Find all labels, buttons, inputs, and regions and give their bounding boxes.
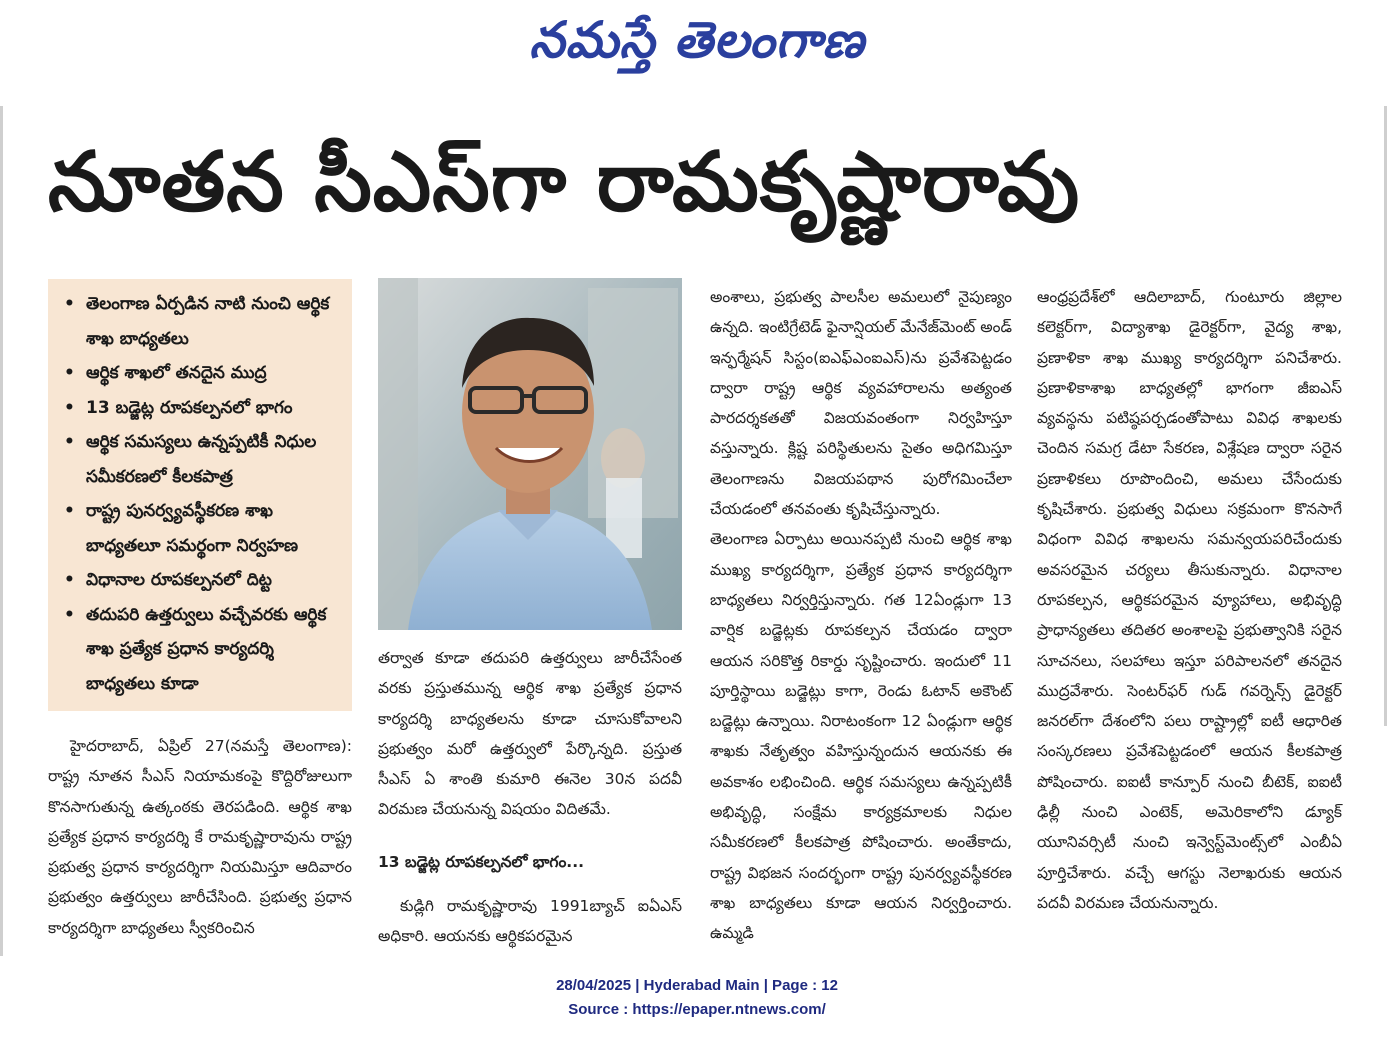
bullet-icon: • (64, 363, 75, 383)
article-column-1 (48, 731, 352, 943)
article-column-3 (710, 282, 1012, 949)
article-column-4 (1037, 282, 1342, 918)
highlights-list (64, 287, 346, 701)
highlight-item: • తెలంగాణ ఏర్పడిన నాటి నుంచి ఆర్థిక శాఖ బాధ్యతలు (64, 287, 346, 356)
bullet-icon: • (64, 294, 75, 314)
highlight-item: • విధానాల రూపకల్పనలో దిట్ట (64, 563, 346, 598)
portrait-photo (378, 278, 682, 630)
bullet-icon: • (64, 501, 75, 521)
page-footer (0, 974, 1394, 1022)
highlight-item: • ఆర్థిక సమస్యలు ఉన్నప్పటికీ నిధుల సమీకరణలో కీలకపాత్ర (64, 425, 346, 494)
article-paragraph: హైదరాబాద్, ఏప్రిల్ 27(నమస్తే తెలంగాణ): రాష్ట్ర నూతన సీఎస్ నియామకంపై కొద్దిరోజులుగా కొనసాగుతున్న ఉత్కంఠకు తెరపడింది. ఆర్థిక శాఖ ప్రత్యేక ప్రధాన కార్యదర్శి కే రామకృష్ణారావును రాష్ట్ర ప్రభుత్వ ప్రధాన కార్యదర్శిగా నియమిస్తూ ఆదివారం ప్రభుత్వం ఉత్తర్వులు జారీచేసింది. ప్రభుత్వ ప్రధాన కార్యదర్శిగా బాధ్యతలు స్వీకరించిన (48, 737, 352, 937)
footer-date-edition: 28/04/2025 | Hyderabad Main | Page : 12 (556, 977, 838, 994)
article-paragraph: తర్వాత కూడా తదుపరి ఉత్తర్వులు జారీచేసేంత వరకు ప్రస్తుతమున్న ఆర్థిక శాఖ ప్రత్యేక ప్రధాన కార్యదర్శి బాధ్యతలను కూడా చూసుకోవాలని ప్రభుత్వం మరో ఉత్తర్వులో పేర్కొన్నది. ప్రస్తుత సీఎస్ ఏ శాంతి కుమారి ఈనెల 30న పదవీ విరమణ చేయనున్న విషయం విదితమే. (378, 649, 682, 819)
highlight-item: • 13 బడ్జెట్ల రూపకల్పనలో భాగం (64, 391, 346, 426)
section-subheading: 13 బడ్జెట్ల రూపకల్పనలో భాగం... (378, 852, 584, 871)
footer-source: Source : https://epaper.ntnews.com/ (568, 1001, 826, 1018)
bullet-icon: • (64, 604, 75, 625)
bullet-icon: • (64, 432, 75, 452)
bullet-icon: • (64, 570, 75, 590)
masthead-logo: నమస్తే తెలంగాణ (529, 11, 865, 69)
article-paragraph: ఆంధ్రప్రదేశ్‌లో ఆదిలాబాద్, గుంటూరు జిల్లాల కలెక్టర్‌గా, విద్యాశాఖ డైరెక్టర్‌గా, వైద్య శాఖ, ప్రణాళికా శాఖ ముఖ్య కార్యదర్శిగా పనిచేశారు. ప్రణాళికాశాఖ బాధ్యతల్లో భాగంగా జీఐఎస్ వ్యవస్థను పటిష్ఠపర్చడంతోపాటు వివిధ శాఖలకు చెందిన సమగ్ర డేటా సేకరణ, విశ్లేషణ ద్వారా సరైన ప్రణాళికలు రూపొందించి, అమలు చేసేందుకు కృషిచేశారు. ప్రభుత్వ విధులు సక్రమంగా కొనసాగే విధంగా వివిధ శాఖలను సమన్వయపరిచేందుకు అవసరమైన చర్యలు తీసుకున్నారు. విధానాల రూపకల్పన, ఆర్థికపరమైన వ్యూహాలు, అభివృద్ధి ప్రాధాన్యతలు తదితర అంశాలపై ప్రభుత్వానికి సరైన సూచనలు, సలహాలు ఇస్తూ పరిపాలనలో తనదైన ముద్రవేశారు. సెంటర్‌ఫర్ గుడ్ గవర్నెన్స్ డైరెక్టర్ జనరల్‌గా దేశంలోని పలు రాష్ట్రాల్లో ఐటీ ఆధారిత సంస్కరణలు ప్రవేశపెట్టడంలో ఆయన కీలకపాత్ర పోషించారు. ఐఐటీ కాన్పూర్ నుంచి బీటెక్, ఐఐటీ ఢిల్లీ నుంచి ఎంటెక్, అమెరికాలోని డ్యూక్ యూనివర్సిటీ నుంచి ఇన్వెస్ట్‌మెంట్స్‌లో ఎంబీఏ పూర్తిచేశారు. వచ్చే ఆగస్టు నెలాఖరుకు ఆయన పదవీ విరమణ చేయనున్నారు. (1037, 288, 1342, 912)
portrait-illustration (378, 278, 682, 630)
article-column-2 (378, 643, 682, 952)
article-paragraph: తెలంగాణ ఏర్పాటు అయినప్పటి నుంచి ఆర్థిక శాఖ ముఖ్య కార్యదర్శిగా, ప్రత్యేక ప్రధాన కార్యదర్శిగా బాధ్యతలు నిర్వర్తిస్తున్నారు. గత 12ఏండ్లుగా 13 వార్షిక బడ్జెట్లకు రూపకల్పన చేయడం ద్వారా ఆయన సరికొత్త రికార్డు సృష్టించారు. ఇందులో 11 పూర్తిస్థాయి బడ్జెట్లు కాగా, రెండు ఓటాన్ అకౌంట్ బడ్జెట్లు ఉన్నాయి. నిరాటంకంగా 12 ఏండ్లుగా ఆర్థిక శాఖకు నేతృత్వం వహిస్తున్నందున ఆయనకు ఈ అవకాశం లభించింది. ఆర్థిక సమస్యలు ఉన్నప్పటికీ అభివృద్ధి, సంక్షేమ కార్యక్రమాలకు నిధుల సమీకరణలో కీలకపాత్ర పోషించారు. అంతేకాదు, రాష్ట్ర విభజన సందర్భంగా రాష్ట్ర పునర్వ్యవస్థీకరణ శాఖ బాధ్యతలు కూడా ఆయన నిర్వర్తించారు. ఉమ్మడి (710, 530, 1012, 943)
highlight-item: • ఆర్థిక శాఖలో తనదైన ముద్ర (64, 356, 346, 391)
highlight-item: • రాష్ట్ర పునర్వ్యవస్థీకరణ శాఖ బాధ్యతలూ సమర్థంగా నిర్వహణ (64, 494, 346, 563)
highlight-item: • తదుపరి ఉత్తర్వులు వచ్చేవరకు ఆర్థిక శాఖ ప్రత్యేక ప్రధాన కార్యదర్శి బాధ్యతలు కూడా (64, 598, 346, 702)
article-paragraph: అంశాలు, ప్రభుత్వ పాలసీల అమలులో నైపుణ్యం ఉన్నది. ఇంటిగ్రేటెడ్ ఫైనాన్షియల్ మేనేజ్‌మెంట్ అండ్ ఇన్ఫర్మేషన్ సిస్టం(ఐఎఫ్ఎంఐఎస్)ను ప్రవేశపెట్టడం ద్వారా రాష్ట్ర ఆర్థిక వ్యవహారాలను అత్యంత పారదర్శకతతో విజయవంతంగా నిర్వహిస్తూ వస్తున్నారు. క్లిష్ట పరిస్థితులను సైతం అధిగమిస్తూ తెలంగాణను విజయపథాన పురోగమించేలా చేయడంలో తనవంతు కృషిచేస్తున్నారు. (710, 288, 1012, 519)
left-margin-rule (0, 106, 3, 956)
bullet-icon: • (64, 397, 75, 418)
headline: నూతన సీఎస్‌గా రామకృష్ణారావు (48, 135, 1081, 230)
right-margin-rule (1384, 106, 1387, 726)
article-paragraph: కుడ్లిగి రామకృష్ణారావు 1991బ్యాచ్ ఐఏఎస్ అధికారి. ఆయనకు ఆర్థికపరమైన (378, 897, 682, 946)
highlights-box (48, 279, 352, 711)
